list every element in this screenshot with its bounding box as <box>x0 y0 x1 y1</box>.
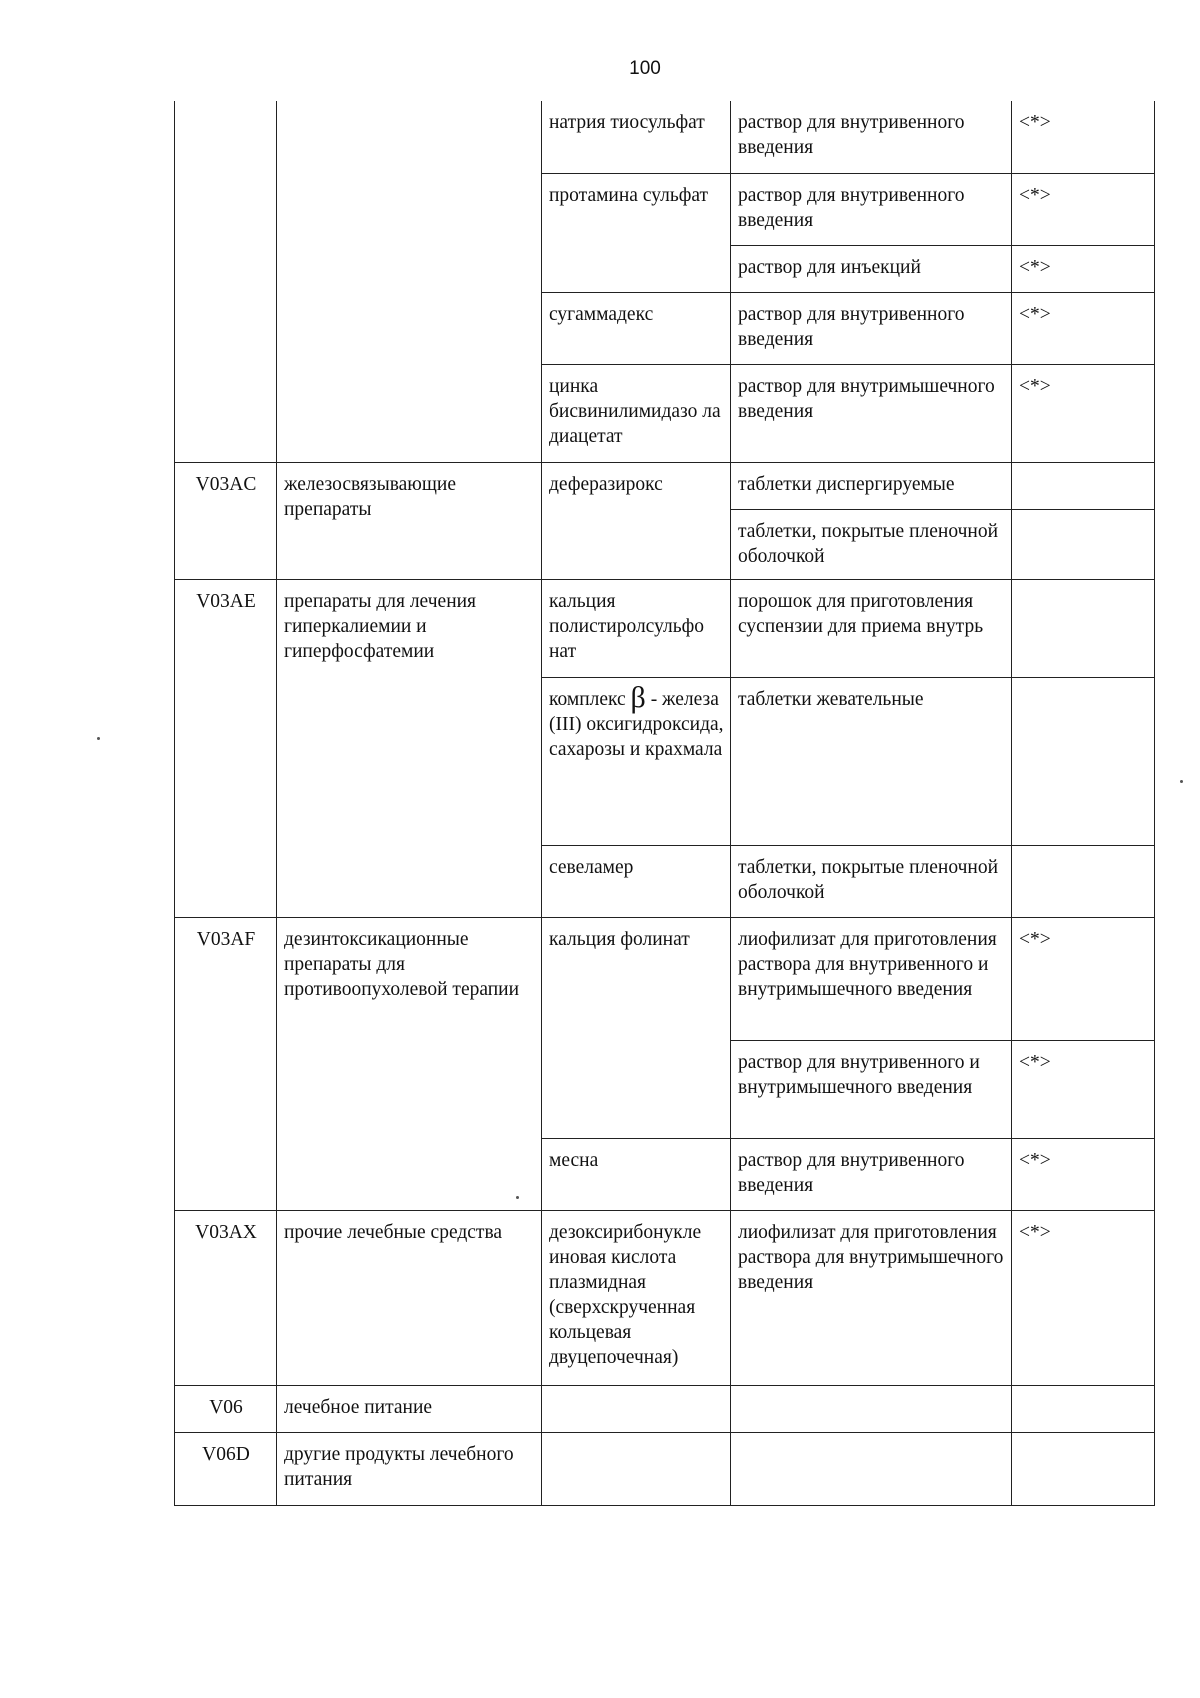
table-row <box>175 1385 1155 1432</box>
form-cell <box>731 1385 1012 1432</box>
group-cell: железосвязывающие препараты <box>277 462 542 579</box>
group-cell: прочие лечебные средства <box>277 1210 542 1385</box>
drug-cell <box>542 677 731 845</box>
note-cell: <*> <box>1012 1210 1155 1385</box>
form-cell: таблетки, покрытые пленочной оболочкой <box>731 845 1012 917</box>
table-row <box>175 462 1155 509</box>
table-row <box>175 101 1155 173</box>
drug-cell: кальция фолинат <box>542 917 731 1138</box>
group-cell: дезинтоксикационные препараты для противоопухолевой терапии <box>277 917 542 1210</box>
note-cell: <*> <box>1012 1138 1155 1210</box>
drug-cell: кальция полистиролсульфо нат <box>542 579 731 677</box>
note-cell <box>1012 677 1155 845</box>
note-cell: <*> <box>1012 364 1155 462</box>
form-cell: раствор для внутримышечного введения <box>731 364 1012 462</box>
form-cell: раствор для внутривенного введения <box>731 292 1012 364</box>
drug-cell: севеламер <box>542 845 731 917</box>
note-cell: <*> <box>1012 917 1155 1040</box>
code-cell: V03AC <box>175 462 277 579</box>
code-cell: V03AF <box>175 917 277 1210</box>
page-number: 100 <box>629 58 661 79</box>
drug-prefix: комплекс <box>549 688 626 710</box>
code-cell: V03AE <box>175 579 277 917</box>
note-cell <box>1012 462 1155 509</box>
drug-cell: цинка бисвинилимидазо ла диацетат <box>542 364 731 462</box>
note-cell <box>1012 579 1155 677</box>
form-cell <box>731 1432 1012 1505</box>
group-cell: лечебное питание <box>277 1385 542 1432</box>
drug-cell: протамина сульфат <box>542 173 731 292</box>
form-cell: лиофилизат для приготовления раствора для внутривенного и внутримышечного введения <box>731 917 1012 1040</box>
group-cell: другие продукты лечебного питания <box>277 1432 542 1505</box>
code-cell <box>175 101 277 462</box>
drug-table <box>174 101 1155 1506</box>
group-cell: препараты для лечения гиперкалиемии и гиперфосфатемии <box>277 579 542 917</box>
note-cell: <*> <box>1012 101 1155 173</box>
scan-speck <box>97 737 100 740</box>
group-cell <box>277 101 542 462</box>
drug-cell: деферазирокс <box>542 462 731 579</box>
table-row <box>175 1210 1155 1385</box>
note-cell <box>1012 509 1155 579</box>
form-cell: раствор для внутривенного введения <box>731 173 1012 245</box>
drug-cell: дезоксирибонукле иновая кислота плазмидная (сверхскрученная кольцевая двуцепочечная) <box>542 1210 731 1385</box>
scan-speck <box>516 1196 519 1199</box>
note-cell <box>1012 1385 1155 1432</box>
note-cell: <*> <box>1012 292 1155 364</box>
drug-cell <box>542 1432 731 1505</box>
table-row <box>175 1432 1155 1505</box>
drug-cell: натрия тиосульфат <box>542 101 731 173</box>
table-row <box>175 579 1155 677</box>
drug-cell: месна <box>542 1138 731 1210</box>
form-cell: лиофилизат для приготовления раствора для внутримышечного введения <box>731 1210 1012 1385</box>
scan-speck <box>1180 780 1183 783</box>
form-cell: раствор для внутривенного введения <box>731 101 1012 173</box>
code-cell: V03AX <box>175 1210 277 1385</box>
drug-suffix: - железа (III) оксигидроксида, сахарозы и крахмала <box>549 688 724 760</box>
form-cell: таблетки диспергируемые <box>731 462 1012 509</box>
form-cell: таблетки жевательные <box>731 677 1012 845</box>
form-cell: таблетки, покрытые пленочной оболочкой <box>731 509 1012 579</box>
form-cell: раствор для инъекций <box>731 245 1012 292</box>
beta-symbol: β <box>630 680 646 714</box>
form-cell: раствор для внутривенного и внутримышечного введения <box>731 1040 1012 1138</box>
drug-cell <box>542 1385 731 1432</box>
code-cell: V06D <box>175 1432 277 1505</box>
form-cell: раствор для внутривенного введения <box>731 1138 1012 1210</box>
note-cell: <*> <box>1012 1040 1155 1138</box>
note-cell <box>1012 845 1155 917</box>
note-cell: <*> <box>1012 173 1155 245</box>
code-cell: V06 <box>175 1385 277 1432</box>
form-cell: порошок для приготовления суспензии для приема внутрь <box>731 579 1012 677</box>
table-row <box>175 917 1155 1040</box>
drug-cell: сугаммадекс <box>542 292 731 364</box>
note-cell <box>1012 1432 1155 1505</box>
note-cell: <*> <box>1012 245 1155 292</box>
